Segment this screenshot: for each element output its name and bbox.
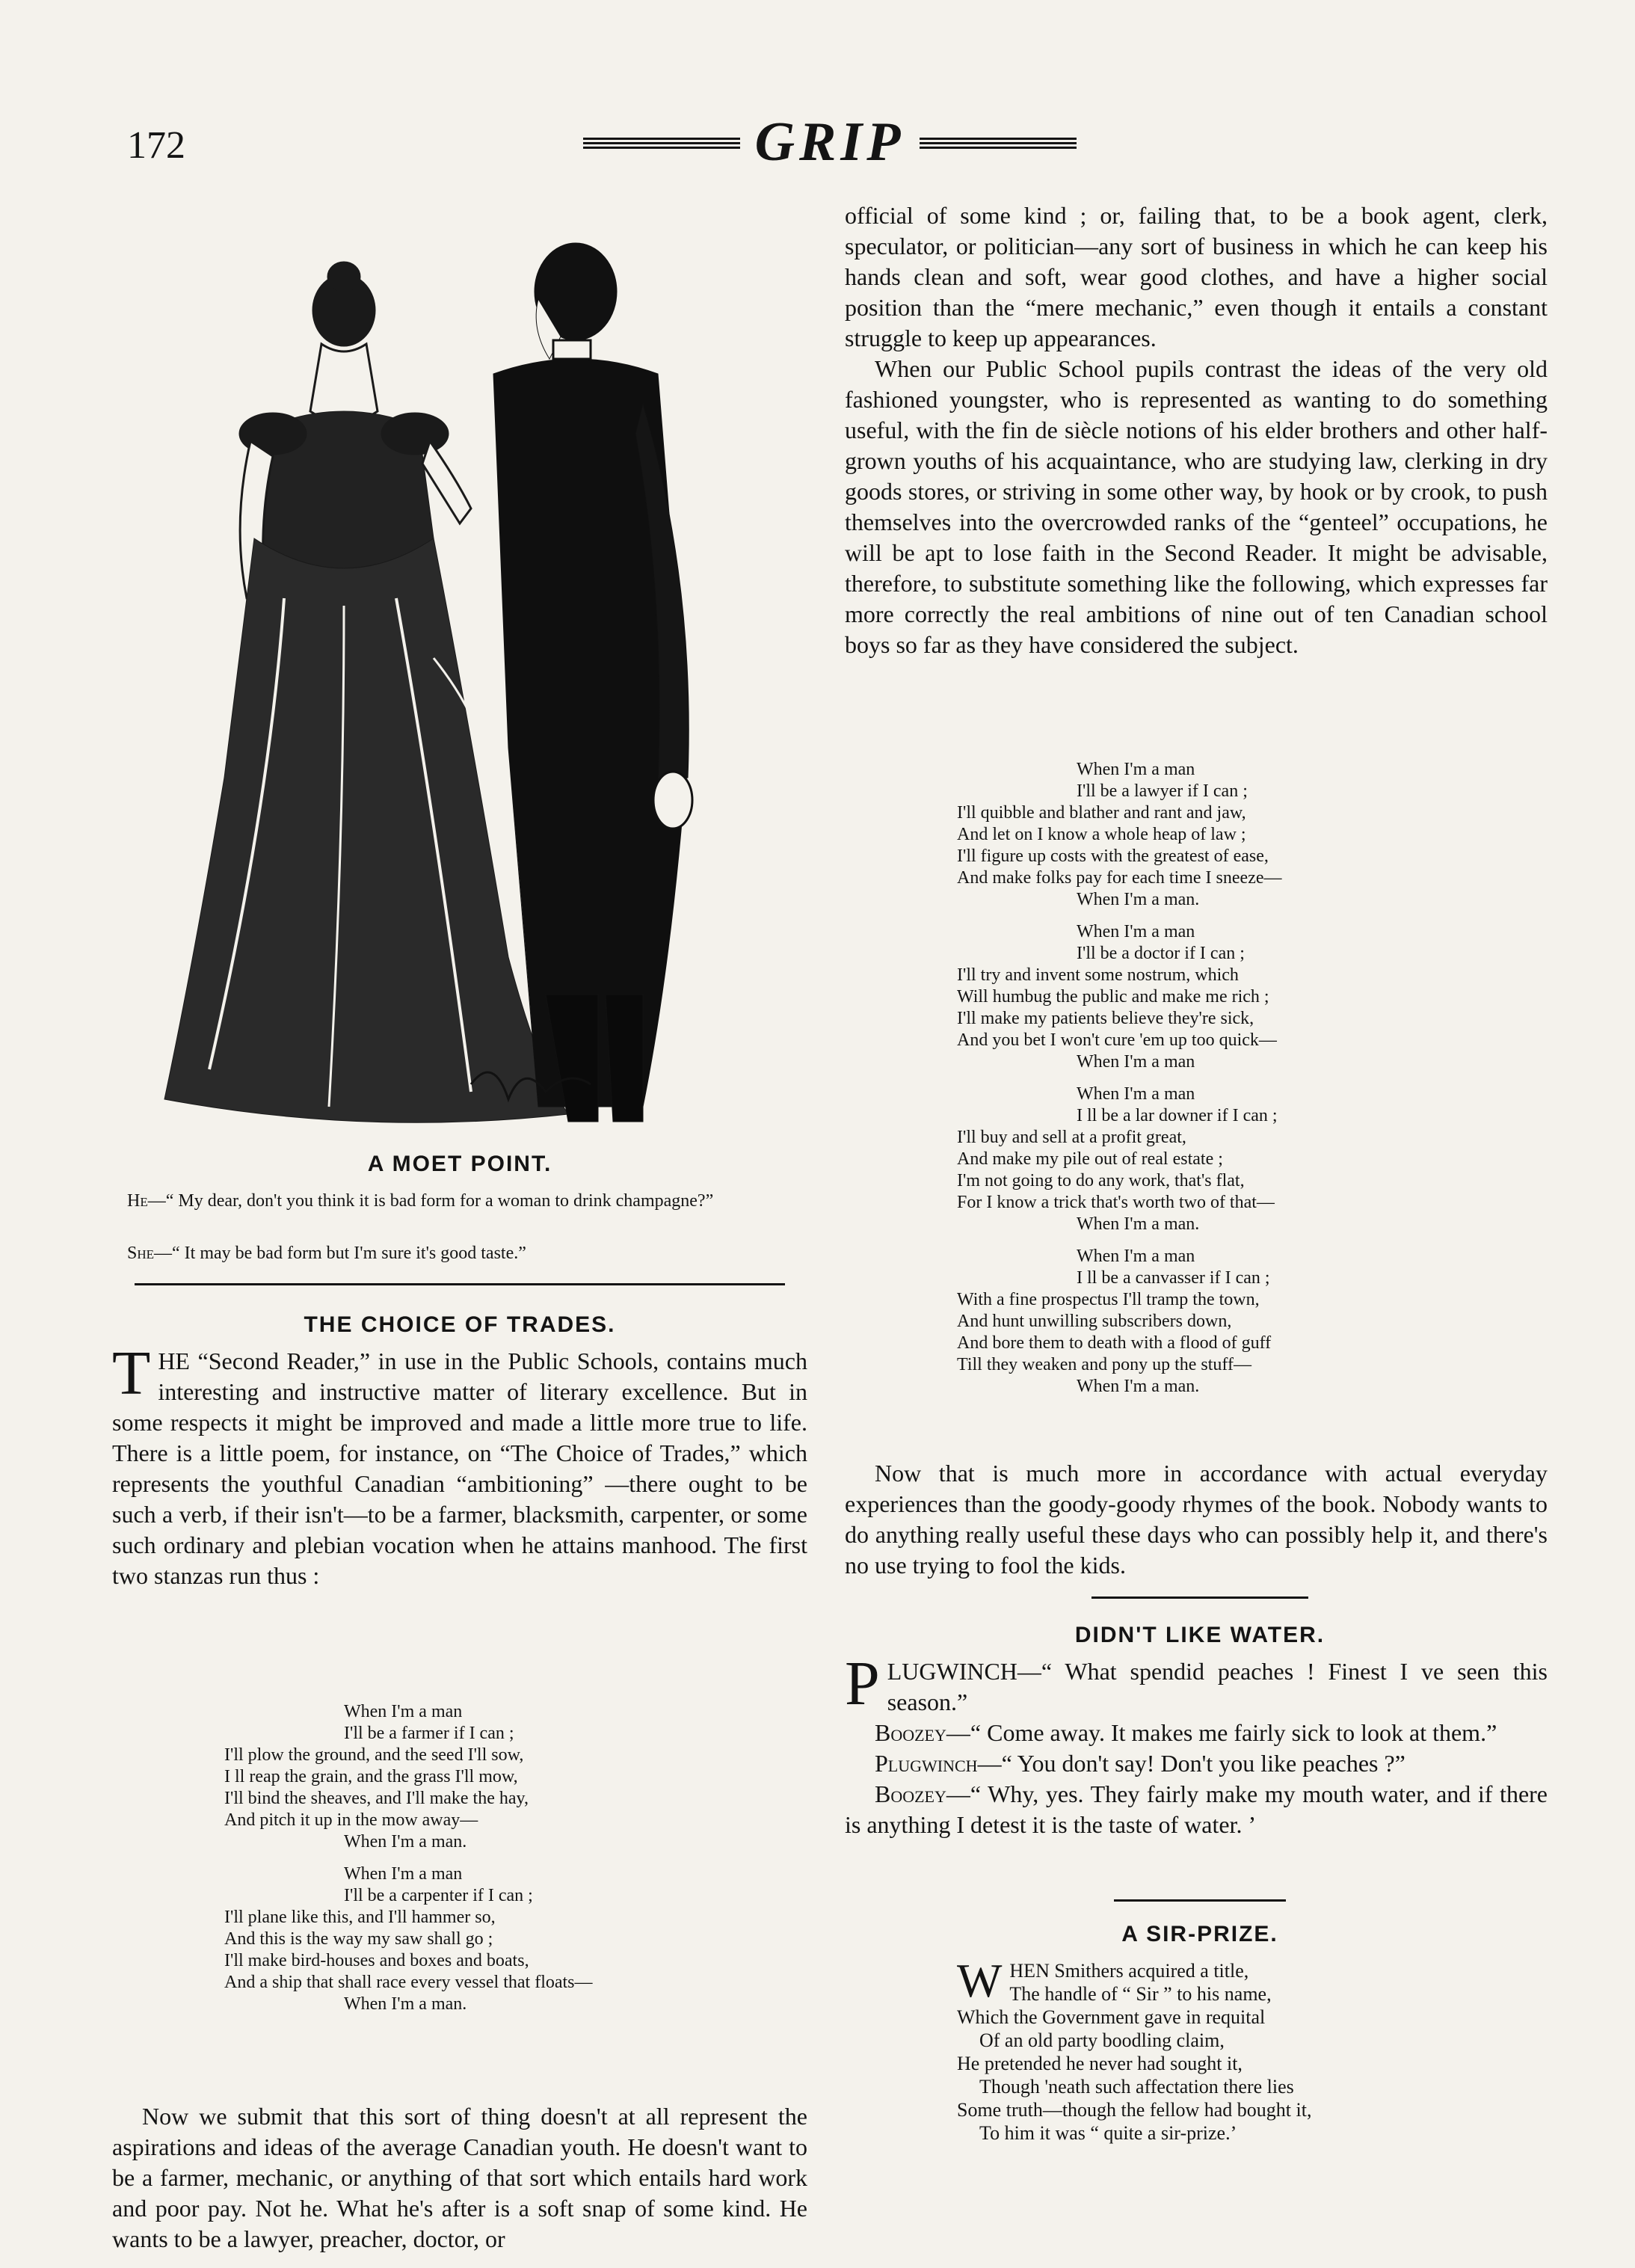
plugwinch-line: —“ What spendid peaches ! Finest I ve seen this season.” xyxy=(887,1658,1548,1715)
poem-line: Though 'neath such affectation there lies xyxy=(979,2076,1294,2098)
poem-line: With a fine prospectus I'll tramp the town, xyxy=(957,1290,1260,1309)
page-number: 172 xyxy=(127,124,185,167)
cartoon-caption-she xyxy=(127,1241,807,1265)
poem-line: When I'm a man xyxy=(1077,1247,1195,1266)
plugwinch-line-2: —“ You don't say! Don't you like peaches ?” xyxy=(977,1750,1405,1777)
poem-line: And make my pile out of real estate ; xyxy=(957,1149,1223,1169)
poem-line: I ll be a canvasser if I can ; xyxy=(1077,1268,1270,1288)
poem-line: For I know a trick that's worth two of that— xyxy=(957,1193,1275,1212)
poem-line: When I'm a man. xyxy=(1077,1214,1200,1234)
poem-line: I ll reap the grain, and the grass I'll mow, xyxy=(224,1767,518,1786)
section-title-sir-prize: A SIR-PRIZE. xyxy=(1121,1922,1278,1946)
poem-line: And make folks pay for each time I sneeze— xyxy=(957,868,1282,888)
poem-line: I'll buy and sell at a profit great, xyxy=(957,1128,1186,1147)
poem-line: And let on I know a whole heap of law ; xyxy=(957,825,1246,844)
poem-parody xyxy=(957,759,1540,1408)
poem-line: I'll plow the ground, and the seed I'll sow, xyxy=(224,1745,524,1765)
boozey-line: —“ Come away. It makes me fairly sick to look at them.” xyxy=(946,1719,1497,1746)
poem-line: When I'm a man. xyxy=(1077,890,1200,909)
poem-line: I'll make my patients believe they're sick, xyxy=(957,1009,1254,1028)
conclusion-text: Now that is much more in accordance with actual everyday experiences than the goody-goody rhymes of the book. Nobody wants to do anything really useful these days who can possibly help it, and there's no use trying to fool the kids. xyxy=(845,1460,1548,1579)
poem-line: When I'm a man xyxy=(1077,1084,1195,1104)
poem-line: When I'm a man. xyxy=(344,1994,467,2014)
poem-line: Till they weaken and pony up the stuff— xyxy=(957,1355,1251,1374)
boozey-name: Boozey xyxy=(875,1719,946,1746)
she-line: —“ It may be bad form but I'm sure it's good taste.” xyxy=(154,1244,526,1263)
poem-line: I'll be a farmer if I can ; xyxy=(344,1724,514,1743)
poem-line: And you bet I won't cure 'em up too quick— xyxy=(957,1030,1277,1050)
poem-line: I'll be a doctor if I can ; xyxy=(1077,944,1245,963)
poem-line: When I'm a man xyxy=(344,1702,463,1721)
choice-para2: When our Public School pupils contrast the ideas of the very old fashioned youngster, who is represented as wanting to do something useful, with the fin de siècle notions of his elder brothers and other half-grown youths of his acquaintance, who are studying law, clerking in dry goods stores, or striving in some other way, by hook or by crook, to push themselves into the overcrowded ranks of the “genteel” occupations, he will be apt to lose faith in the Second Reader. It might be advisable, therefore, to substitute something like the following, which expresses far more correctly the real ambitions of nine out of ten Canadian school boys so far as they have considered the subject. xyxy=(845,355,1548,658)
poem-line: When I'm a man xyxy=(1077,1052,1195,1072)
masthead-rule-right xyxy=(920,138,1077,151)
poem-line: I'll bind the sheaves, and I'll make the hay, xyxy=(224,1789,529,1808)
poem-stanza xyxy=(224,1701,792,1853)
poem-line: And this is the way my saw shall go ; xyxy=(224,1929,493,1949)
poem-stanza xyxy=(957,921,1540,1073)
poem-line: And a ship that shall race every vessel that floats— xyxy=(224,1973,593,1992)
poem-line: Will humbug the public and make me rich ; xyxy=(957,987,1269,1007)
section-title-choice-of-trades: THE CHOICE OF TRADES. xyxy=(304,1312,616,1337)
poem-line: Which the Government gave in requital xyxy=(957,2006,1266,2028)
masthead xyxy=(568,111,1091,178)
poem-line: When I'm a man xyxy=(1077,760,1195,779)
poem-line: I'll try and invent some nostrum, which xyxy=(957,965,1239,985)
poem-original xyxy=(224,1701,792,2026)
speaker-he: He xyxy=(127,1191,148,1211)
poem-line: Some truth—though the fellow had bought it, xyxy=(957,2099,1312,2121)
dropcap-p: P xyxy=(845,1649,880,1718)
choice-continuation-left xyxy=(112,2101,807,2255)
poem-stanza xyxy=(224,1863,792,2015)
poem-line: I'll be a lawyer if I can ; xyxy=(1077,781,1248,801)
masthead-title: GRIP xyxy=(754,111,905,173)
section-title-didnt-like-water: DIDN'T LIKE WATER. xyxy=(1074,1623,1325,1647)
poem-stanza xyxy=(957,1084,1540,1235)
choice-conclusion xyxy=(845,1458,1548,1581)
poem-line: And bore them to death with a flood of guff xyxy=(957,1333,1272,1353)
continuation-left-text: Now we submit that this sort of thing doesn't at all represent the aspirations and ideas of the average Canadian youth. He doesn't want to be a farmer, mechanic, or anything of that sort which entails hard work and poor pay. Not he. What he's after is a soft snap of some kind. He wants to be a lawyer, preacher, doctor, or xyxy=(112,2103,807,2252)
divider-rule xyxy=(135,1283,785,1285)
poem-line: He pretended he never had sought it, xyxy=(957,2053,1243,2074)
continuation-right-text: official of some kind ; or, failing that, to be a book agent, clerk, speculator, or politician—any sort of business in which he can keep his hands clean and soft, wear good clothes, and have a higher social position than the “mere mechanic,” even though it entails a constant struggle to keep up appearances. xyxy=(845,202,1548,351)
didnt-like-water-body xyxy=(845,1649,1548,1840)
poem-line: To him it was “ quite a sir-prize.’ xyxy=(979,2122,1237,2144)
choice-intro-text: HE “Second Reader,” in use in the Public Schools, contains much interesting and instructive matter of literary excellence. But in some respects it might be improved and made a little more true to life. There is a little poem, for instance, on “The Choice of Trades,” which represents the youthful Canadian “ambitioning” —there ought to be such a verb, if their isn't—to be a farmer, blacksmith, carpenter, or some such ordinary and plebian vocation when he attains manhood. The first two stanzas run thus : xyxy=(112,1347,807,1589)
choice-continuation-right xyxy=(845,200,1548,660)
poem-line: I'll be a carpenter if I can ; xyxy=(344,1886,533,1905)
speaker-she: She xyxy=(127,1244,155,1263)
poem-line: The handle of “ Sir ” to his name, xyxy=(1009,1983,1272,2005)
boozey-name-2: Boozey xyxy=(875,1780,946,1807)
poem-stanza xyxy=(957,1246,1540,1398)
poem-line: When I'm a man xyxy=(1077,922,1195,941)
poem-line: And pitch it up in the mow away— xyxy=(224,1810,478,1830)
choice-intro xyxy=(112,1339,807,1591)
poem-line: And hunt unwilling subscribers down, xyxy=(957,1312,1232,1331)
he-line: —“ My dear, don't you think it is bad form for a woman to drink champagne?” xyxy=(147,1191,714,1211)
poem-line: I'll figure up costs with the greatest of ease, xyxy=(957,846,1269,866)
poem-line: When I'm a man xyxy=(344,1864,463,1884)
divider-rule xyxy=(1114,1899,1286,1902)
divider-rule xyxy=(1091,1596,1308,1599)
right-column xyxy=(845,187,1555,2236)
left-column xyxy=(105,187,815,2252)
poem-text: HEN Smithers acquired a title, xyxy=(1009,1960,1249,1982)
dropcap-w: W xyxy=(957,1954,1003,2007)
poem-line: When I'm a man. xyxy=(344,1832,467,1851)
poem-stanza xyxy=(957,759,1540,911)
poem-line: I'll plane like this, and I'll hammer so, xyxy=(224,1908,496,1927)
cartoon-drawing xyxy=(120,209,792,1144)
poem-line: I'll quibble and blather and rant and jaw, xyxy=(957,803,1246,823)
boozey-line-2: —“ Why, yes. They fairly make my mouth water, and if there is anything I detest it is the taste of water. ’ xyxy=(845,1780,1548,1838)
poem-line: Of an old party boodling claim, xyxy=(979,2029,1225,2051)
dropcap-t: T xyxy=(112,1339,151,1408)
poem-line: I ll be a lar downer if I can ; xyxy=(1077,1106,1278,1125)
poem-line: I'll make bird-houses and boxes and boats, xyxy=(224,1951,529,1970)
sir-prize-poem xyxy=(957,1954,1525,2145)
plugwinch-name-2: Plugwinch xyxy=(875,1750,978,1777)
cartoon-caption-he xyxy=(127,1189,807,1213)
cartoon-illustration xyxy=(120,209,792,1144)
plugwinch-name: LUGWINCH xyxy=(887,1658,1017,1685)
poem-line: When I'm a man. xyxy=(1077,1377,1200,1396)
cartoon-title: A MOET POINT. xyxy=(367,1152,552,1176)
poem-line: I'm not going to do any work, that's flat, xyxy=(957,1171,1245,1190)
